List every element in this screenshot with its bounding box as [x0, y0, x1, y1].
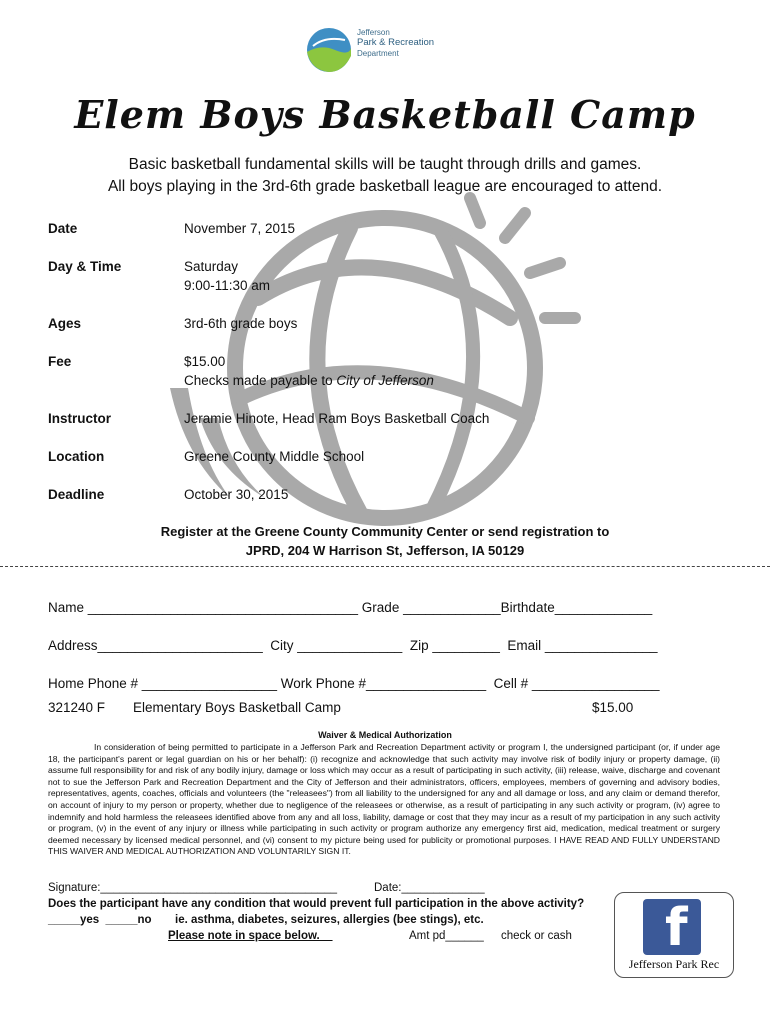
phone-numbers-row[interactable]: Home Phone # __________________ Work Phone #________________ Cell # _________________	[48, 676, 660, 691]
day-value: Saturday	[184, 259, 239, 274]
amount-paid-field[interactable]: Amt pd______	[409, 930, 484, 942]
fee-note	[184, 371, 434, 390]
intro-line-1: Basic basketball fundamental skills will be taught through drills and games.	[128, 156, 642, 173]
facebook-caption: Jefferson Park Rec	[628, 957, 720, 971]
location-value: Greene County Middle School	[184, 449, 365, 464]
cut-line-divider	[0, 566, 770, 567]
register-line-2: JPRD, 204 W Harrison St, Jefferson, IA 50129	[245, 543, 525, 558]
deadline-label: Deadline	[48, 487, 105, 502]
register-line-1: Register at the Greene County Community Center or send registration to	[160, 524, 610, 539]
program-name: Elementary Boys Basketball Camp	[133, 700, 341, 715]
address-city-zip-email-row[interactable]: Address______________________ City ______________ Zip _________ Email _______________	[48, 638, 658, 653]
waiver-title: Waiver & Medical Authorization	[318, 730, 452, 740]
logo-line-2: Park & Recreation	[357, 37, 435, 48]
deadline-value: October 30, 2015	[184, 487, 289, 502]
time-value: 9:00-11:30 am	[184, 278, 271, 293]
ages-label: Ages	[48, 316, 82, 331]
instructor-label: Instructor	[48, 411, 112, 426]
fee-value: $15.00	[184, 354, 226, 369]
day-time-label: Day & Time	[48, 259, 122, 274]
fee-label: Fee	[48, 354, 72, 369]
date-label: Date	[48, 221, 78, 236]
fee-note-payee: City of Jefferson	[336, 373, 434, 388]
signature-field[interactable]: Signature:_____________________________________	[48, 882, 338, 894]
condition-question: Does the participant have any condition that would prevent full participation in the above activity?	[48, 898, 585, 910]
program-price: $15.00	[592, 700, 634, 715]
facebook-f-glyph: f	[665, 898, 688, 958]
program-code: 321240 F	[48, 700, 106, 715]
note-instruction: Please note in space below.__	[168, 930, 333, 942]
name-grade-birthdate-row[interactable]: Name ____________________________________ Grade _____________Birthdate_____________	[48, 600, 653, 615]
waiver-paragraph: In consideration of being permitted to participate in a Jefferson Park and Recreation Department activity or program I, the undersigned participant (or, if under age 18, the participant's parent or legal guardian on his or her behalf): (i) recognize and acknowledge that such activity may involve risk of bodily injury or property damage, (ii) assume full responsibility for and risk of any bodily injury, damage or loss which may occur as a result of participating in such activity, (iii) release, waive, discharge and covenant not to sue the Jefferson Park and Recreation Department and the City of Jefferson and their administrators, officers, employees, members of governing and advisory bodies, representatives, agents, coaches, officials and volunteers (the "releasees") from all liability to the undersigned for any and all damage or loss, and any claim or demand therefor, on account of injury to my person or property, whether due to negligence of the releasees or otherwise, as a result of participating in any such activity or program, (iv) agree to indemnify and hold harmless the releasees identified above from any and all loss, liability, damage or cost that they may incur as a result of my participation in any such activity or program, (v) in the event of any injury or illness while participating in such activity or program authorize any emergency first aid, medication, medical treatment or surgery deemed necessary by licensed medical personnel, and (vi) consent to my picture being used for publicity or promotional purposes. I HAVE READ AND FULLY UNDERSTAND THIS WAIVER AND MEDICAL AUTHORIZATION AND VOLUNTARILY SIGN IT.	[48, 742, 720, 857]
condition-examples: ie. asthma, diabetes, seizures, allergies (bee stings), etc.	[175, 914, 484, 926]
signature-date-field[interactable]: Date:_____________	[374, 882, 485, 894]
logo-line-1: Jefferson	[357, 28, 390, 37]
logo-emblem-icon	[305, 26, 353, 74]
logo-line-3: Department	[357, 49, 399, 58]
instructor-value: Jeramie Hinote, Head Ram Boys Basketball Coach	[184, 411, 490, 426]
date-value: November 7, 2015	[184, 221, 296, 236]
payment-method: check or cash	[501, 930, 572, 942]
waiver-text	[48, 742, 720, 858]
intro-line-2: All boys playing in the 3rd-6th grade basketball league are encouraged to attend.	[107, 178, 663, 195]
facebook-badge[interactable]	[614, 892, 734, 978]
location-label: Location	[48, 449, 105, 464]
ages-value: 3rd-6th grade boys	[184, 316, 298, 331]
department-logo	[305, 26, 455, 76]
fee-note-prefix: Checks made payable to	[184, 373, 337, 388]
yes-no-field[interactable]: _____yes _____no	[48, 914, 152, 926]
page-title: Elem Boys Basketball Camp	[74, 92, 696, 137]
